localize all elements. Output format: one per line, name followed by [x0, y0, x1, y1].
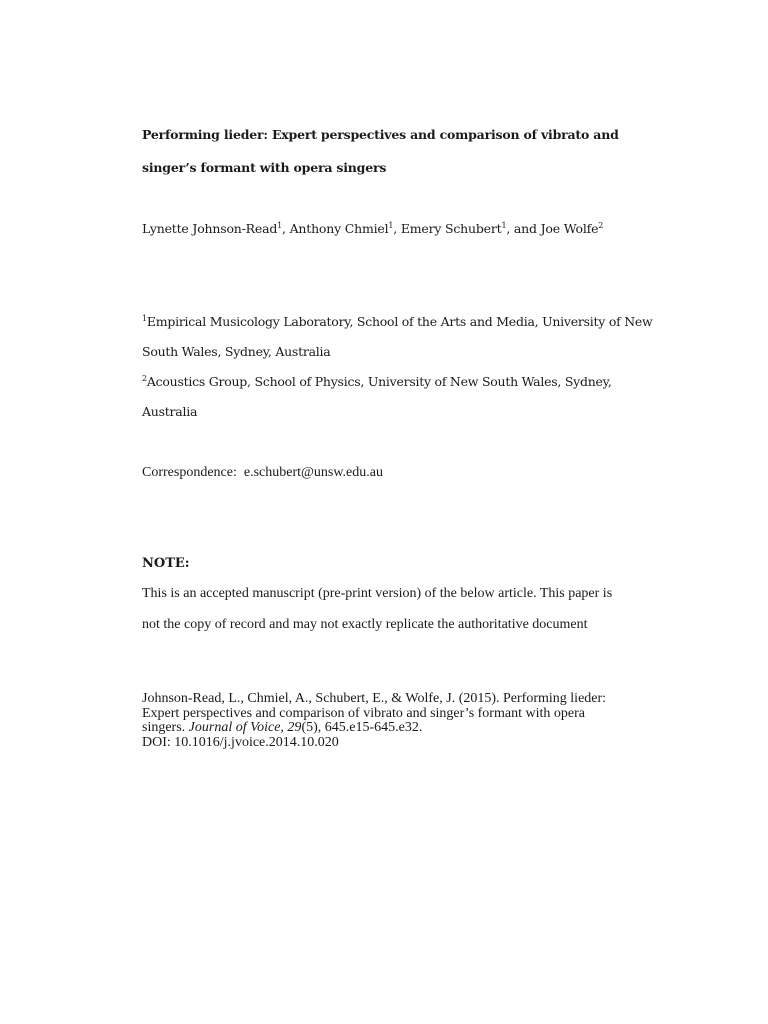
citation-doi[interactable]: DOI: 10.1016/j.jvoice.2014.10.020	[142, 734, 339, 750]
affiliation-1-line-1	[142, 314, 653, 329]
citation-block	[142, 692, 606, 750]
citation-line-2: Expert perspectives and comparison of vibrato and singer’s formant with opera	[142, 705, 585, 721]
citation-pages: , 645.e15-645.e32.	[317, 720, 423, 735]
citation-text: singers.	[142, 720, 189, 735]
citation-line-1: Johnson-Read, L., Chmiel, A., Schubert, E., & Wolfe, J. (2015). Performing lieder:	[142, 691, 607, 706]
affiliation-2-line-2: Australia	[142, 404, 198, 419]
author-name: Joe Wolfe	[540, 221, 599, 236]
affiliation-text: Empirical Musicology Laboratory, School of the Arts and Media, University of New	[146, 314, 653, 329]
author-affiliation-mark: 2	[598, 221, 604, 230]
author-list	[142, 221, 603, 236]
affiliation-number: 1	[142, 314, 147, 323]
author-separator: ,	[393, 221, 401, 236]
citation-line-3	[142, 721, 606, 736]
affiliation-text: Acoustics Group, School of Physics, University of New South Wales, Sydney,	[146, 374, 612, 389]
author-affiliation-mark: 1	[277, 221, 283, 230]
correspondence-email[interactable]: e.schubert@unsw.edu.au	[243, 465, 383, 480]
author-name: Anthony Chmiel	[289, 221, 389, 236]
correspondence	[142, 465, 383, 481]
author-affiliation-mark: 1	[501, 221, 507, 230]
affiliation-1-line-2: South Wales, Sydney, Australia	[142, 344, 331, 359]
author-separator: ,	[282, 221, 290, 236]
note-text-line-1: This is an accepted manuscript (pre-print version) of the below article. This paper is	[142, 586, 613, 601]
paper-title-line-2: singer’s formant with opera singers	[142, 160, 387, 175]
correspondence-label: Correspondence:	[142, 465, 237, 480]
affiliation-2-line-1	[142, 374, 612, 389]
affiliation-number: 2	[142, 374, 147, 383]
paper-title-line-1: Performing lieder: Expert perspectives and comparison of vibrato and	[142, 127, 619, 142]
journal-issue: (5)	[301, 720, 318, 735]
author-separator: , and	[506, 221, 541, 236]
journal-name: Journal of Voice, 29	[188, 720, 302, 735]
author-name: Lynette Johnson-Read	[142, 221, 278, 236]
author-name: Emery Schubert	[400, 221, 502, 236]
author-affiliation-mark: 1	[388, 221, 394, 230]
note-heading: NOTE:	[142, 556, 190, 571]
note-text-line-2: not the copy of record and may not exactly replicate the authoritative document	[142, 617, 588, 632]
